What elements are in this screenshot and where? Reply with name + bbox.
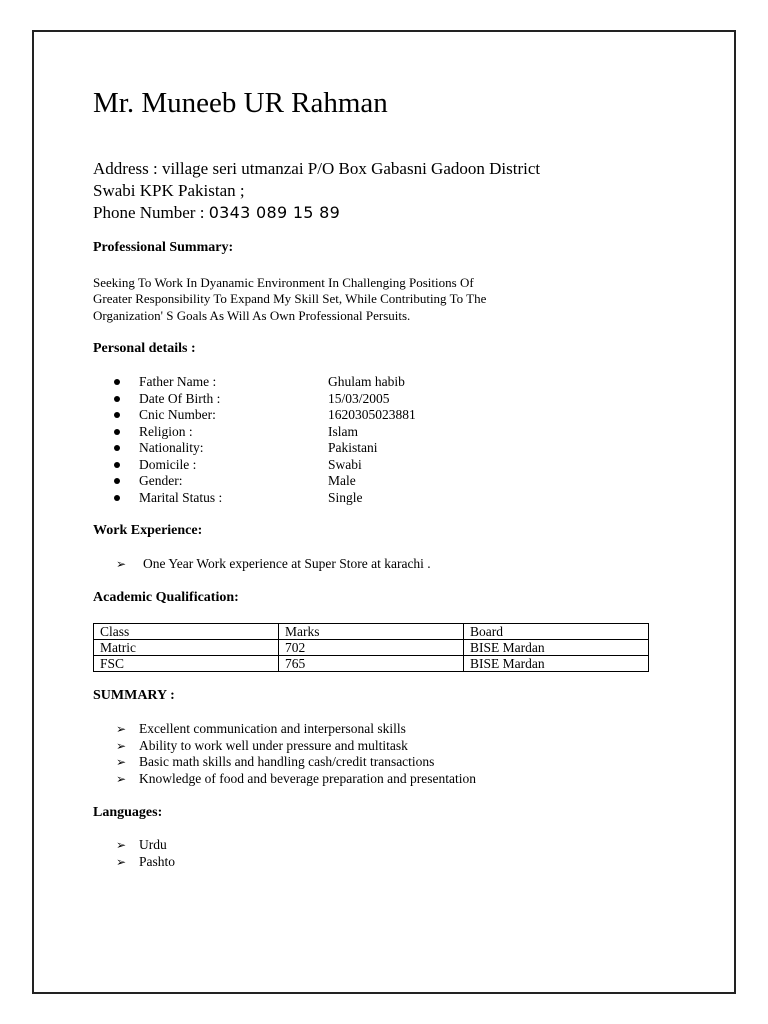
summary-paragraph-line: Organization' S Goals As Will As Own Professional Persuits. — [93, 308, 411, 323]
detail-value: Ghulam habib — [328, 374, 405, 389]
summary-paragraph-line: Greater Responsibility To Expand My Skill Set, While Contributing To The — [93, 291, 487, 306]
bullet-dot — [114, 462, 120, 468]
phone-number: 0343 089 15 89 — [208, 203, 341, 222]
summary-paragraph-line: Seeking To Work In Dyanamic Environment In Challenging Positions Of — [93, 275, 474, 290]
table-cell: 765 — [279, 656, 464, 672]
detail-value: Male — [328, 473, 356, 488]
personal-details-heading: Personal details : — [93, 341, 196, 356]
detail-label: Nationality: — [139, 440, 204, 455]
detail-value: Single — [328, 490, 363, 505]
table-cell: Matric — [94, 640, 279, 656]
detail-label: Cnic Number: — [139, 407, 216, 422]
summary-item-text: Knowledge of food and beverage preparation and presentation — [139, 771, 476, 786]
address-line-2: Swabi KPK Pakistan ; — [93, 181, 245, 200]
phone-label: Phone Number : — [93, 203, 205, 222]
table-row — [94, 640, 649, 656]
detail-label: Father Name : — [139, 374, 217, 389]
arrow-bullet-icon: ➢ — [116, 755, 127, 769]
detail-label: Date Of Birth : — [139, 391, 221, 406]
arrow-bullet-icon: ➢ — [116, 772, 127, 786]
table-header-cell: Board — [464, 624, 649, 640]
resume-name: Mr. Muneeb UR Rahman — [93, 87, 388, 119]
address-line-1: Address : village seri utmanzai P/O Box Gabasni Gadoon District — [93, 159, 541, 178]
detail-label: Marital Status : — [139, 490, 223, 505]
detail-label: Gender: — [139, 473, 183, 488]
detail-label: Religion : — [139, 424, 193, 439]
detail-value: Pakistani — [328, 440, 378, 455]
bullet-dot — [114, 429, 120, 435]
table-cell: BISE Mardan — [464, 640, 649, 656]
detail-label: Domicile : — [139, 457, 197, 472]
summary-item-text: Basic math skills and handling cash/credit transactions — [139, 754, 435, 769]
detail-value: Islam — [328, 424, 358, 439]
table-header-cell: Class — [94, 624, 279, 640]
bullet-dot — [114, 478, 120, 484]
summary-item-text: Ability to work well under pressure and multitask — [139, 738, 408, 753]
arrow-bullet-icon: ➢ — [116, 739, 127, 753]
table-header-row — [94, 624, 649, 640]
detail-value: Swabi — [328, 457, 362, 472]
academic-qualification-heading: Academic Qualification: — [93, 590, 239, 605]
work-experience-heading: Work Experience: — [93, 523, 203, 538]
table-cell: BISE Mardan — [464, 656, 649, 672]
professional-summary-heading: Professional Summary: — [93, 240, 234, 255]
work-experience-text: One Year Work experience at Super Store at karachi . — [143, 556, 431, 571]
arrow-bullet-icon: ➢ — [116, 855, 127, 869]
language-text: Pashto — [139, 854, 176, 869]
table-row — [94, 656, 649, 672]
phone-line — [93, 203, 340, 223]
arrow-bullet-icon: ➢ — [116, 838, 127, 852]
languages-heading: Languages: — [93, 805, 163, 820]
table-header-cell: Marks — [279, 624, 464, 640]
table-cell: FSC — [94, 656, 279, 672]
bullet-dot — [114, 412, 120, 418]
bullet-dot — [114, 379, 120, 385]
bullet-dot — [114, 445, 120, 451]
table-cell: 702 — [279, 640, 464, 656]
summary-heading: SUMMARY : — [93, 688, 175, 703]
detail-value: 15/03/2005 — [328, 391, 390, 406]
academic-qualification-table — [93, 623, 649, 672]
bullet-dot — [114, 396, 120, 402]
arrow-bullet-icon: ➢ — [116, 557, 127, 571]
detail-value: 1620305023881 — [328, 407, 416, 422]
arrow-bullet-icon: ➢ — [116, 722, 127, 736]
summary-item-text: Excellent communication and interpersonal skills — [139, 721, 406, 736]
bullet-dot — [114, 495, 120, 501]
language-text: Urdu — [139, 837, 167, 852]
